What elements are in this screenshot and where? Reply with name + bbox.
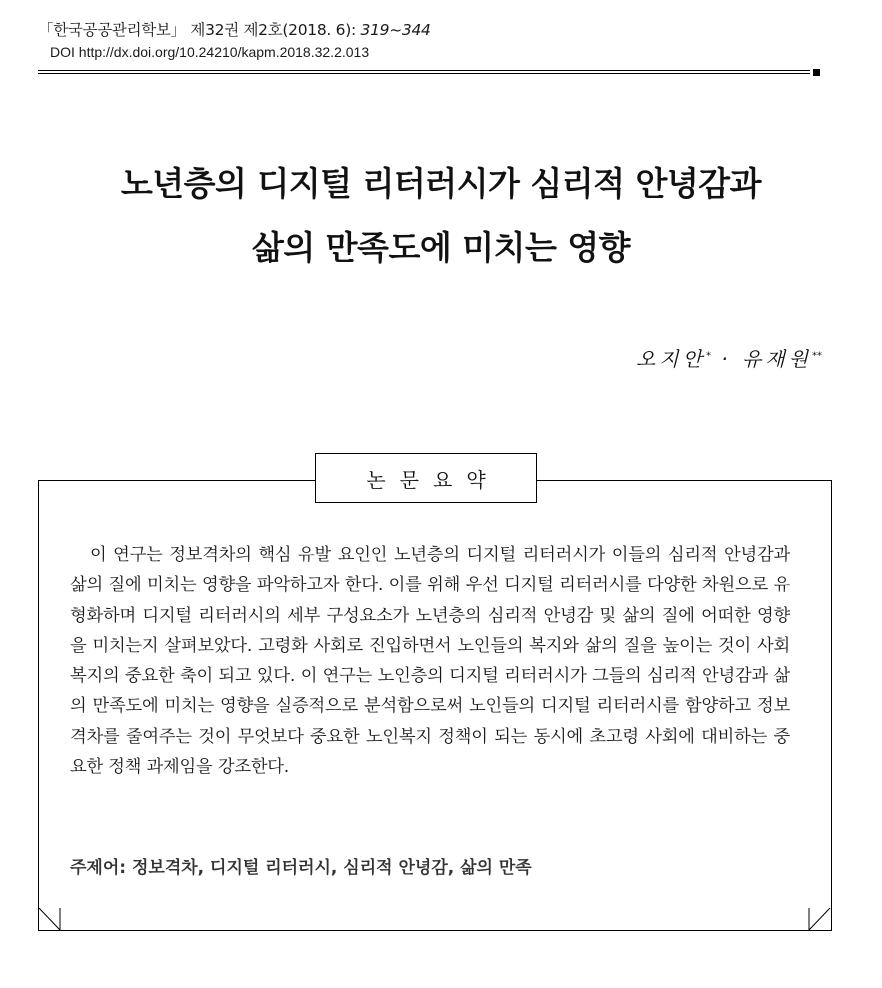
corner-fold-left-icon — [38, 908, 62, 932]
author-2: 유재원 — [742, 347, 812, 371]
journal-info: 「한국공공관리학보」 제32권 제2호(2018. 6): — [38, 21, 361, 39]
header-rule — [38, 70, 810, 74]
paper-title-line-2: 삶의 만족도에 미치는 영향 — [251, 228, 631, 267]
header-rule-end-square — [813, 69, 820, 76]
keywords: 주제어: 정보격차, 디지털 리터러시, 심리적 안녕감, 삶의 만족 — [70, 858, 532, 878]
corner-fold-right-icon — [808, 908, 832, 932]
abstract-body: 이 연구는 정보격차의 핵심 유발 요인인 노년층의 디지털 리터러시가 이들의 심리적 안녕감과 삶의 질에 미치는 영향을 파악하고자 한다. 이를 위해 우선 디지털 리터러시를 다양한 차원으로 유형화하며 디지털 리터러시의 세부 구성요소가 노년층의 심리적 안녕감 및 삶의 질에 어떠한 영향을 미치는지 살펴보았다. 고령화 사회로 진입하면서 노인들의 복지와 삶의 질을 높이는 것이 사회복지의 중요한 축이 되고 있다. 이 연구는 노인층의 디지털 리터러시가 그들의 심리적 안녕감과 삶의 만족도에 미치는 영향을 실증적으로 분석함으로써 노인들의 디지털 리터러시를 함양하고 정보격차를 줄여주는 것이 무엇보다 중요한 노인복지 정책이 되는 동시에 초고령 사회에 대비하는 중요한 정책 과제임을 강조한다. — [70, 545, 790, 778]
abstract-box-top-right-border — [537, 480, 831, 481]
page-range: 319~344 — [360, 21, 431, 39]
journal-citation — [38, 18, 431, 40]
abstract-heading: 논문요약 — [315, 453, 537, 503]
author-separator: · — [710, 347, 743, 371]
author-1: 오지안 — [635, 347, 706, 371]
abstract-box-top-left-border — [38, 480, 315, 481]
paper-title-line-1: 노년층의 디지털 리터러시가 심리적 안녕감과 — [120, 164, 762, 203]
author-2-mark: ** — [812, 350, 822, 362]
author-1-mark: * — [705, 350, 711, 362]
author-list — [636, 343, 822, 372]
doi-link[interactable]: DOI http://dx.doi.org/10.24210/kapm.2018.32.2.013 — [50, 44, 370, 60]
